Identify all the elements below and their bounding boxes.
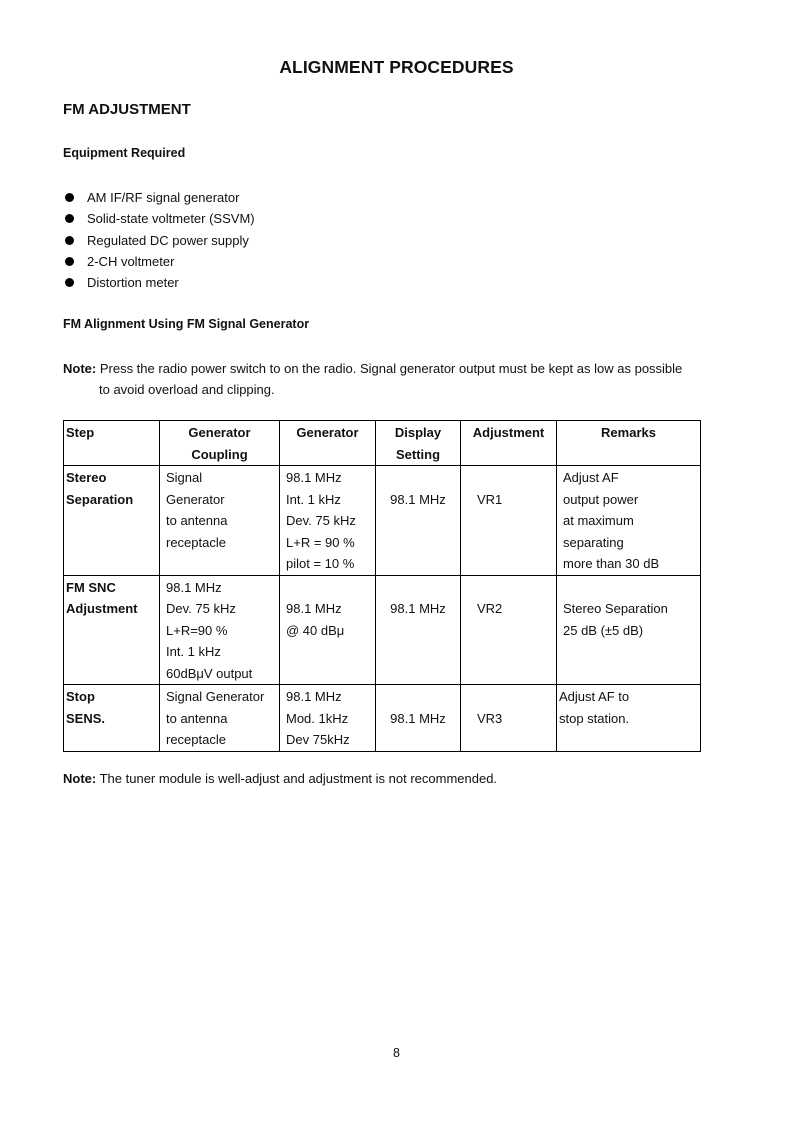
list-item: 2-CH voltmeter [63, 251, 255, 272]
cell-coupling: Signal Generator to antenna receptacle [160, 685, 280, 752]
note-label: Note: [63, 771, 97, 786]
cell-adjustment: VR3 [461, 685, 557, 752]
column-header-coupling: Generator Coupling [160, 421, 280, 466]
page-number: 8 [393, 1046, 400, 1060]
cell-remarks: Adjust AF to stop station. [557, 685, 701, 752]
alignment-table [63, 420, 701, 752]
list-item: Distortion meter [63, 272, 255, 293]
table-header-row [64, 421, 701, 466]
table-row [64, 575, 701, 685]
note-text-continued: to avoid overload and clipping. [99, 382, 275, 397]
page-title: ALIGNMENT PROCEDURES [279, 57, 514, 77]
list-item: Regulated DC power supply [63, 230, 255, 251]
note-text: The tuner module is well-adjust and adjustment is not recommended. [99, 771, 498, 786]
cell-step: FM SNC Adjustment [64, 575, 160, 685]
cell-generator: 98.1 MHz @ 40 dBμ [280, 575, 376, 685]
cell-step: Stop SENS. [64, 685, 160, 752]
note-text: Press the radio power switch to on the radio. Signal generator output must be kept as low as possible [99, 361, 683, 376]
bullet-icon [65, 236, 74, 245]
equipment-list [63, 187, 255, 293]
bullet-icon [65, 214, 74, 223]
table-row [64, 466, 701, 576]
bullet-icon [65, 257, 74, 266]
cell-display: 98.1 MHz [376, 685, 461, 752]
list-item: Solid-state voltmeter (SSVM) [63, 208, 255, 229]
note-paragraph [63, 358, 713, 400]
column-header-generator: Generator [280, 421, 376, 466]
cell-generator: 98.1 MHz Mod. 1kHz Dev 75kHz [280, 685, 376, 752]
cell-adjustment: VR2 [461, 575, 557, 685]
alignment-heading: FM Alignment Using FM Signal Generator [63, 317, 310, 331]
bullet-icon [65, 193, 74, 202]
table-row [64, 685, 701, 752]
cell-remarks: Stereo Separation 25 dB (±5 dB) [557, 575, 701, 685]
section-title: FM ADJUSTMENT [63, 101, 191, 118]
column-header-remarks: Remarks [557, 421, 701, 466]
note-label: Note: [63, 361, 97, 376]
list-item: AM IF/RF signal generator [63, 187, 255, 208]
column-header-display: Display Setting [376, 421, 461, 466]
column-header-step: Step [64, 421, 160, 466]
cell-adjustment: VR1 [461, 466, 557, 576]
bullet-icon [65, 278, 74, 287]
cell-coupling: Signal Generator to antenna receptacle [160, 466, 280, 576]
cell-generator: 98.1 MHz Int. 1 kHz Dev. 75 kHz L+R = 90 % pilot = 10 % [280, 466, 376, 576]
cell-display: 98.1 MHz [376, 575, 461, 685]
cell-step: Stereo Separation [64, 466, 160, 576]
note-paragraph [63, 768, 497, 789]
equipment-heading: Equipment Required [63, 146, 186, 160]
cell-remarks: Adjust AF output power at maximum separating more than 30 dB [557, 466, 701, 576]
column-header-adjustment: Adjustment [461, 421, 557, 466]
cell-display: 98.1 MHz [376, 466, 461, 576]
cell-coupling: 98.1 MHz Dev. 75 kHz L+R=90 % Int. 1 kHz 60dBμV output [160, 575, 280, 685]
